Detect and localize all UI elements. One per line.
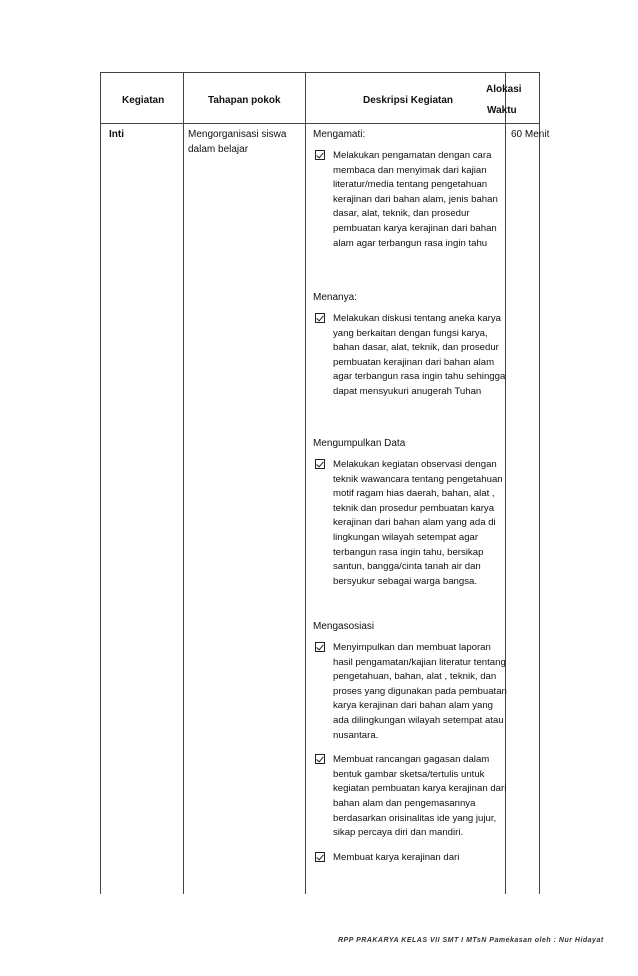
row-kegiatan: Inti (109, 129, 124, 140)
checkbox-checked-icon (315, 150, 325, 160)
checklist-item (313, 458, 509, 589)
checkbox-checked-icon (315, 754, 325, 764)
section-mengasosiasi (313, 620, 509, 865)
section-title: Menanya: (313, 292, 357, 303)
column-divider (305, 73, 306, 894)
section-title: Mengamati: (313, 129, 366, 140)
item-text: Melakukan kegiatan observasi dengan teknik wawancara tentang pengetahuan motif ragam hias daerah, bahan, alat , teknik dan prosedur pembuatan karya kerajinan dari bahan alam yang ada di lingkungan wilayah setempat agar terbangun rasa ingin tahu, bersikap santun, bangga/cinta tanah air dan bersyukur sebagai warga bangsa. (333, 459, 503, 587)
checkbox-checked-icon (315, 459, 325, 469)
row-alokasi: 60 Menit (511, 129, 550, 140)
section-title: Mengasosiasi (313, 621, 375, 632)
section-mengamati (313, 128, 509, 251)
item-text: Melakukan diskusi tentang aneka karya yang berkaitan dengan fungsi karya, bahan dasar, alat, teknik, dan prosedur pembuatan kerajinan dari bahan alam agar terbangun rasa ingin tahu sehingga dapat mensyukuri anugerah Tuhan (333, 313, 506, 397)
checkbox-checked-icon (315, 313, 325, 323)
item-text: Menyimpulkan dan membuat laporan hasil pengamatan/kajian literatur tentang pengetahuan, bahan, alat , teknik, dan proses yang digunakan pada pembuatan karya kerajinan dari bahan alam yang ada dilingkungan wilayah setempat atau nusantara. (333, 642, 507, 741)
checkbox-checked-icon (315, 852, 325, 862)
checklist-item (313, 149, 509, 251)
header-alokasi-line2: Waktu (487, 105, 517, 116)
page-footer: RPP PRAKARYA KELAS VII SMT I MTsN Pamekasan oleh : Nur Hidayat (338, 937, 604, 944)
checklist-item (313, 312, 509, 400)
header-tahapan-pokok: Tahapan pokok (208, 95, 281, 106)
checklist-item (313, 851, 509, 866)
lesson-plan-table (100, 72, 550, 894)
column-divider (183, 73, 184, 894)
checkbox-checked-icon (315, 642, 325, 652)
header-alokasi-line1: Alokasi (486, 84, 522, 95)
item-text: Membuat karya kerajinan dari (333, 851, 460, 863)
item-text: Membuat rancangan gagasan dalam bentuk gambar sketsa/tertulis untuk kegiatan pembuatan karya kerajinan dari bahan alam dan pengemasannya berdasarkan orisinalitas ide yang jujur, sikap percaya diri dan mandiri. (333, 754, 507, 839)
header-deskripsi: Deskripsi Kegiatan (363, 95, 454, 106)
header-kegiatan: Kegiatan (122, 95, 165, 106)
header-divider (101, 123, 539, 124)
section-title: Mengumpulkan Data (313, 438, 406, 449)
checklist-item (313, 753, 509, 841)
item-text: Melakukan pengamatan dengan cara membaca dan menyimak dari kajian literatur/media tentang pengetahuan kerajinan dari bahan alam, jenis bahan dasar, alat, teknik, dan prosedur pembuatan karya kerajinan dari bahan alam agar terbangun rasa ingin tahu (333, 150, 498, 249)
row-tahapan-pokok: Mengorganisasi siswa dalam belajar (188, 129, 287, 155)
checklist-item (313, 641, 509, 743)
section-mengumpulkan-data (313, 437, 509, 589)
section-menanya (313, 291, 509, 400)
